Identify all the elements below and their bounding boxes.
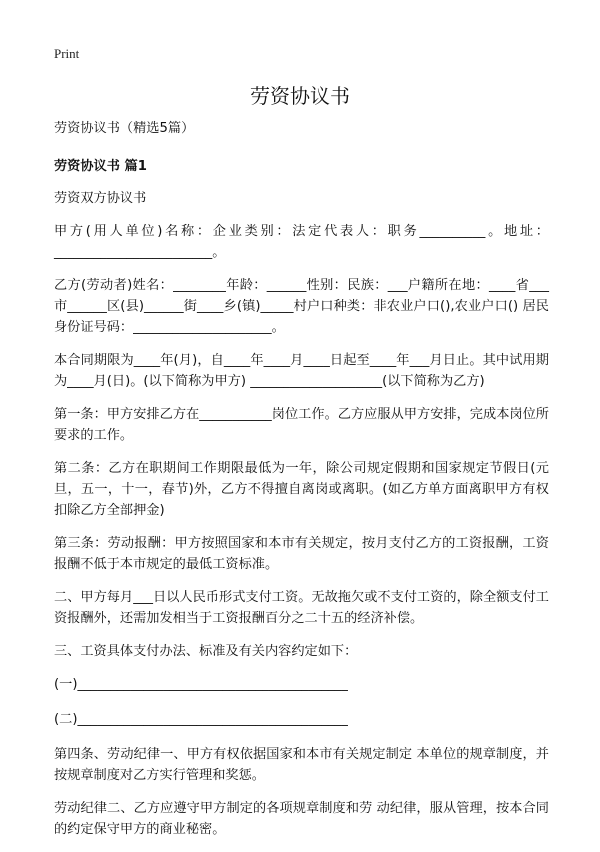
paragraph-payment-method: 三、工资具体支付办法、标准及有关内容约定如下： xyxy=(54,644,358,659)
paragraph-discipline-2: 劳动纪律二、乙方应遵守甲方制定的各项规章制度和劳 动纪律，服从管理，按本合同的约定保守甲方的商业秘密。 xyxy=(54,801,549,837)
paragraph-article-3: 第三条：劳动报酬：甲方按照国家和本市有关规定，按月支付乙方的工资报酬，工资报酬不低于本市规定的最低工资标准。 xyxy=(54,536,549,572)
print-link[interactable]: Print xyxy=(54,46,80,61)
document-body xyxy=(54,118,549,852)
document-subtitle: 劳资协议书（精选5篇） xyxy=(54,121,195,136)
blank-line-item-1: (一)_________________________________________ xyxy=(54,677,348,692)
paragraph-article-1: 第一条：甲方安排乙方在___________岗位工作。乙方应服从甲方安排，完成本岗位所要求的工作。 xyxy=(54,407,549,443)
document-title: 劳资协议书 xyxy=(250,84,350,108)
paragraph-payment-day: 二、甲方每月___日以人民币形式支付工资。无故拖欠或不支付工资的，除全额支付工资报酬外，还需加发相当于工资报酬百分之二十五的经济补偿。 xyxy=(54,590,549,626)
paragraph-contract-term: 本合同期限为____年(月)，自____年____月____日起至____年___月日止。其中试用期为____月(日)。(以下简称为甲方) ____________________(以下简称为乙方) xyxy=(54,353,549,389)
paragraph-article-4: 第四条、劳动纪律一、甲方有权依据国家和本市有关规定制定 本单位的规章制度，并按规章制度对乙方实行管理和奖惩。 xyxy=(54,747,549,783)
paragraph-party-a: 甲方(用人单位)名称：企业类别：法定代表人：职务__________。地址：________________________。 xyxy=(54,224,549,260)
section-heading: 劳资协议书 篇1 xyxy=(54,159,147,174)
paragraph-article-2: 第二条：乙方在职期间工作期限最低为一年，除公司规定假期和国家规定节假日(元旦，五一，十一，春节)外，乙方不得擅自离岗或离职。(如乙方单方面离职甲方有权扣除乙方全部押金) xyxy=(54,461,549,518)
paragraph-party-b: 乙方(劳动者)姓名：________年龄：______性别：民族：___户籍所在地：____省___市______区(县)______街____乡(镇)_____村户口种类：非农业户口(),农业户口() 居民身份证号码：_____________________。 xyxy=(54,278,549,335)
blank-line-item-2: (二)_________________________________________ xyxy=(54,712,348,727)
paragraph-agreement-label: 劳资双方协议书 xyxy=(54,191,147,206)
